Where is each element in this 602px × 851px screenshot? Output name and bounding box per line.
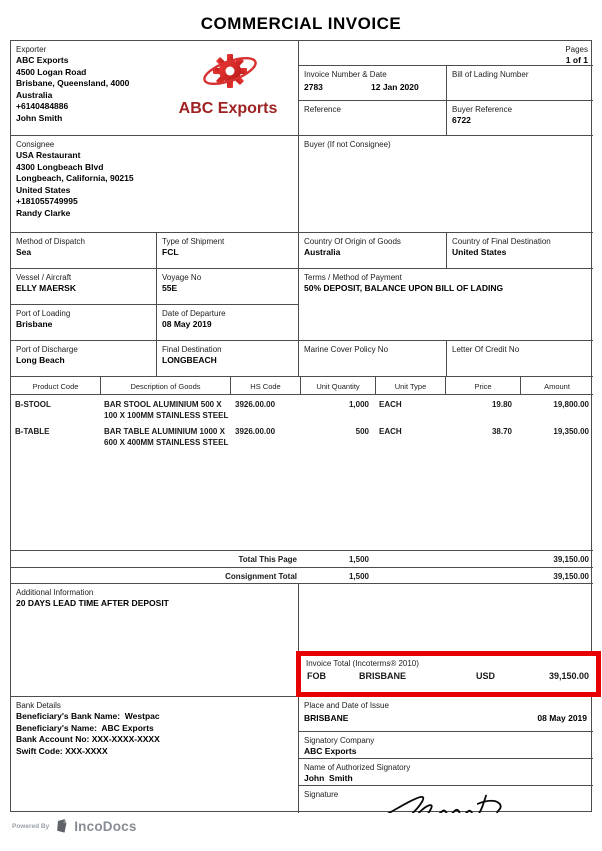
item-unit-type: EACH xyxy=(379,400,402,409)
country-of-final-destination-value: United States xyxy=(452,247,507,257)
letter-of-credit-section xyxy=(447,341,593,377)
bank-details-line: Swift Code: XXX-XXXX xyxy=(16,745,108,756)
invoice-total-incoterm: FOB xyxy=(307,671,326,681)
total-this-page-label: Total This Page xyxy=(238,555,297,564)
reference-section xyxy=(299,101,447,136)
incodocs-icon xyxy=(54,818,69,834)
country-of-final-destination-section xyxy=(447,233,593,269)
bank-details-line: Beneficiary's Name: ABC Exports xyxy=(16,722,154,733)
exporter-line: ABC Exports xyxy=(16,55,69,65)
item-amount: 19,800.00 xyxy=(553,400,589,409)
exporter-line: John Smith xyxy=(16,112,63,123)
port-of-discharge-section xyxy=(11,341,157,377)
consignee-line: +181055749995 xyxy=(16,196,78,206)
item-price: 19.80 xyxy=(491,400,512,409)
invoice-total-currency: USD xyxy=(476,671,496,681)
col-header-hs-code: HS Code xyxy=(231,377,301,395)
final-destination-value: LONGBEACH xyxy=(162,355,217,365)
consignee-line: 4300 Longbeach Blvd xyxy=(16,161,104,172)
consignee-line: Randy Clarke xyxy=(16,207,71,218)
voyage-no-value: 55E xyxy=(162,283,178,293)
consignment-total-label: Consignment Total xyxy=(225,572,297,581)
incodocs-brand: IncoDocs xyxy=(74,818,137,834)
item-price: 38.70 xyxy=(491,427,512,436)
invoice-number: 2783 xyxy=(304,82,323,92)
buyer-label: Buyer (If not Consignee) xyxy=(304,140,391,149)
total-this-page-amount: 39,150.00 xyxy=(553,555,589,564)
invoice-total-place: BRISBANE xyxy=(359,671,407,681)
voyage-no-label: Voyage No xyxy=(162,273,202,282)
col-header-product-code: Product Code xyxy=(11,377,101,395)
type-of-shipment-section xyxy=(157,233,299,269)
items-table-body xyxy=(11,395,593,550)
col-header-unit-type: Unit Type xyxy=(376,377,446,395)
signature-label: Signature xyxy=(304,790,339,799)
terms-of-payment-value: 50% DEPOSIT, BALANCE UPON BILL OF LADING xyxy=(304,283,504,293)
total-this-page-row xyxy=(11,550,593,568)
invoice-total-highlight xyxy=(296,651,601,697)
terms-of-payment-section xyxy=(299,269,593,341)
bank-details-label: Bank Details xyxy=(16,701,61,710)
authorized-signatory-label: Name of Authorized Signatory xyxy=(304,763,411,772)
page-title: COMMERCIAL INVOICE xyxy=(200,14,402,33)
marine-cover-policy-label: Marine Cover Policy No xyxy=(304,345,389,354)
buyer-reference-label: Buyer Reference xyxy=(452,105,513,114)
voyage-no-section xyxy=(157,269,299,305)
item-hs-code: 3926.00.00 xyxy=(235,427,276,436)
signature-image xyxy=(354,792,519,813)
buyer-reference-section xyxy=(447,101,593,136)
col-header-description: Description of Goods xyxy=(101,377,231,395)
consignment-total-row xyxy=(11,567,593,584)
marine-cover-policy-section xyxy=(299,341,447,377)
exporter-line: 4500 Logan Road xyxy=(16,66,87,77)
consignee-section xyxy=(11,136,299,233)
exporter-line: +6140484886 xyxy=(16,101,69,111)
port-of-discharge-value: Long Beach xyxy=(16,355,65,365)
consignment-total-quantity: 1,500 xyxy=(348,572,369,581)
item-product-code: B-STOOL xyxy=(15,400,51,409)
exporter-section xyxy=(11,41,299,136)
exporter-label: Exporter xyxy=(16,45,47,54)
additional-information-value: 20 DAYS LEAD TIME AFTER DEPOSIT xyxy=(16,598,169,608)
place-date-of-issue-label: Place and Date of Issue xyxy=(304,701,389,710)
item-hs-code: 3926.00.00 xyxy=(235,400,276,409)
date-of-departure-section xyxy=(157,305,299,341)
col-header-amount: Amount xyxy=(521,377,593,395)
consignee-line: Longbeach, California, 90215 xyxy=(16,173,134,183)
item-unit-type: EACH xyxy=(379,427,402,436)
item-product-code: B-TABLE xyxy=(15,427,50,436)
additional-information-label: Additional Information xyxy=(16,588,94,597)
invoice-total-amount: 39,150.00 xyxy=(548,671,589,681)
final-destination-section xyxy=(157,341,299,377)
consignee-label: Consignee xyxy=(16,140,55,149)
place-of-issue-value: BRISBANE xyxy=(304,713,349,723)
logo-company-name: ABC Exports xyxy=(178,100,278,117)
exporter-line: Australia xyxy=(16,89,53,100)
letter-of-credit-label: Letter Of Credit No xyxy=(452,345,520,354)
reference-label: Reference xyxy=(304,105,341,114)
buyer-reference-value: 6722 xyxy=(452,115,471,125)
consignee-line: USA Restaurant xyxy=(16,150,81,160)
port-of-discharge-label: Port of Discharge xyxy=(16,345,78,354)
footer xyxy=(12,818,137,834)
type-of-shipment-label: Type of Shipment xyxy=(162,237,225,246)
bank-details-section xyxy=(11,696,299,813)
pages-value: 1 of 1 xyxy=(565,55,588,65)
additional-information-section xyxy=(11,584,299,696)
terms-of-payment-label: Terms / Method of Payment xyxy=(304,273,402,282)
col-header-price: Price xyxy=(446,377,521,395)
invoice-total-label: Invoice Total (Incoterms® 2010) xyxy=(306,659,419,668)
invoice-number-date-section xyxy=(299,66,447,101)
country-of-origin-section xyxy=(299,233,447,269)
method-of-dispatch-section xyxy=(11,233,157,269)
country-of-final-destination-label: Country of Final Destination xyxy=(452,237,551,246)
signature-section xyxy=(299,785,593,813)
item-description: BAR STOOL ALUMINIUM 500 X 100 X 100MM STAINLESS STEEL xyxy=(104,400,229,420)
powered-by-label: Powered By xyxy=(12,822,50,830)
invoice-number-date-label: Invoice Number & Date xyxy=(304,70,387,79)
buyer-section xyxy=(299,136,593,233)
total-this-page-quantity: 1,500 xyxy=(348,555,369,564)
authorized-signatory-section xyxy=(299,758,593,785)
consignment-total-amount: 39,150.00 xyxy=(553,572,589,581)
vessel-aircraft-section xyxy=(11,269,157,305)
date-of-departure-value: 08 May 2019 xyxy=(162,319,212,329)
signatory-company-section xyxy=(299,731,593,758)
item-amount: 19,350.00 xyxy=(553,427,589,436)
vessel-aircraft-label: Vessel / Aircraft xyxy=(16,273,72,282)
method-of-dispatch-label: Method of Dispatch xyxy=(16,237,85,246)
bill-of-lading-label: Bill of Lading Number xyxy=(452,70,529,79)
vessel-aircraft-value: ELLY MAERSK xyxy=(16,283,76,293)
port-of-loading-label: Port of Loading xyxy=(16,309,71,318)
consignee-line: United States xyxy=(16,184,71,195)
invoice-date: 12 Jan 2020 xyxy=(371,82,419,92)
bank-details-line: Beneficiary's Bank Name: Westpac xyxy=(16,711,160,721)
item-description: BAR TABLE ALUMINIUM 1000 X 600 X 400MM STAINLESS STEEL xyxy=(104,427,229,447)
bill-of-lading-section xyxy=(447,66,593,101)
method-of-dispatch-value: Sea xyxy=(16,247,32,257)
company-logo xyxy=(163,49,293,118)
signatory-company-label: Signatory Company xyxy=(304,736,375,745)
country-of-origin-value: Australia xyxy=(304,247,341,257)
country-of-origin-label: Country Of Origin of Goods xyxy=(304,237,401,246)
exporter-line: Brisbane, Queensland, 4000 xyxy=(16,78,130,88)
port-of-loading-section xyxy=(11,305,157,341)
date-of-departure-label: Date of Departure xyxy=(162,309,226,318)
pages-label: Pages xyxy=(565,45,588,54)
final-destination-label: Final Destination xyxy=(162,345,222,354)
authorized-signatory-value: John Smith xyxy=(304,773,353,783)
pages-section xyxy=(299,41,593,66)
signatory-company-value: ABC Exports xyxy=(304,746,357,756)
col-header-unit-quantity: Unit Quantity xyxy=(301,377,376,395)
item-unit-quantity: 1,000 xyxy=(348,400,369,409)
gear-icon xyxy=(173,49,283,97)
port-of-loading-value: Brisbane xyxy=(16,319,53,329)
date-of-issue-value: 08 May 2019 xyxy=(537,713,587,723)
bank-details-line: Bank Account No: XXX-XXXX-XXXX xyxy=(16,734,160,744)
place-date-of-issue-section xyxy=(299,696,593,731)
type-of-shipment-value: FCL xyxy=(162,247,179,257)
item-unit-quantity: 500 xyxy=(355,427,369,436)
